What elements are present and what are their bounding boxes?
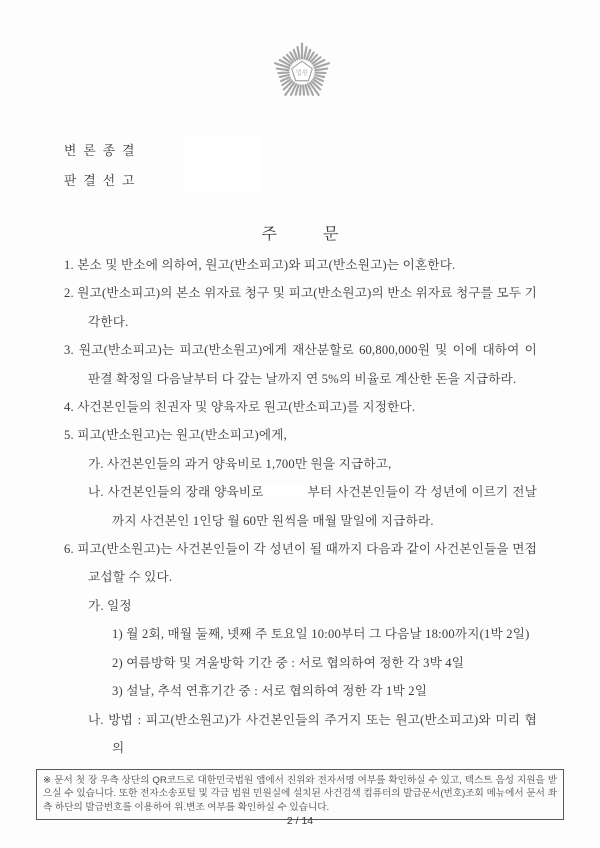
order-item-6a: 가. 일정 [88,598,132,613]
judgment-date-label: 판결선고 [64,174,142,188]
order-item-6b: 나. 방법 : 피고(반소원고)가 사건본인들의 주거지 또는 원고(반소피고)와 미리 협의 [88,712,537,755]
order-item-5b [64,478,537,535]
order-item-2: 2. 원고(반소피고)의 본소 위자료 청구 및 피고(반소원고)의 반소 위자료 청구를 모두 기각한다. [64,286,537,329]
court-seal-svg [264,36,340,108]
redacted-date-inline [264,485,308,496]
hearing-closed-row [64,140,141,170]
order-item-6a-1: 1) 월 2회, 매월 둘째, 넷째 주 토요일 10:00부터 그 다음날 18:00까지(1박 2일) [112,627,530,642]
order-item-6a-3: 3) 설날, 추석 연휴기간 중 : 서로 협의하여 정한 각 1박 2일 [112,684,428,699]
order-item-6: 6. 피고(반소원고)는 사건본인들이 각 성년이 될 때까지 다음과 같이 사건본인들을 면접교섭할 수 있다. [64,542,537,585]
redacted-dates-region [183,135,261,193]
order-item-3: 3. 원고(반소피고)는 피고(반소원고)에게 재산분할로 60,800,000원 및 이에 대하여 이 판결 확정일 다음날부터 다 갚는 날까지 연 5%의 비율로 계산한 돈을 지급하라. [64,343,537,386]
order-item-5: 5. 피고(반소원고)는 원고(반소피고)에게, [64,428,287,443]
hearing-closed-label: 변론종결 [64,144,142,158]
order-item-5a: 가. 사건본인들의 과거 양육비로 1,700만 원을 지급하고, [88,456,392,471]
judgment-date-row [64,170,141,200]
order-item-1: 1. 본소 및 반소에 의하여, 원고(반소피고)와 피고(반소원고)는 이혼한다. [64,258,456,272]
order-item-5b-after: 부터 사건본인들이 각 성년에 이르기 전날까지 사건본인 1인당 월 60만 원씩을 매월 말일에 지급하라. [112,485,537,528]
order-body [64,251,537,762]
verification-notice-text: ※ 문서 첫 장 우측 상단의 QR코드로 대한민국법원 앱에서 진위와 전자서명 여부를 확인하실 수 있고, 텍스트 음성 지원을 받으실 수 있습니다. 또한 전자소송포털 및 각급 법원 민원실에 설치된 사건검색 컴퓨터의 발급문서(번호)조회 메뉴에서 문서 좌측 하단의 발급번호를 이용하여 위.변조 여부를 확인하실 수 있습니다. [43,775,557,813]
court-seal [264,36,340,108]
verification-notice-box [36,769,564,820]
order-heading: 주 문 [261,226,339,243]
svg-text:법원: 법원 [295,69,309,77]
order-item-5b-before: 나. 사건본인들의 장래 양육비로 [88,485,264,500]
order-item-6a-2: 2) 여름방학 및 겨울방학 기간 중 : 서로 협의하여 정한 각 3박 4일 [112,655,465,670]
order-item-4: 4. 사건본인들의 친권자 및 양육자로 원고(반소피고)를 지정한다. [64,400,416,415]
page-number: 2 / 14 [286,815,314,827]
case-meta [64,140,141,200]
